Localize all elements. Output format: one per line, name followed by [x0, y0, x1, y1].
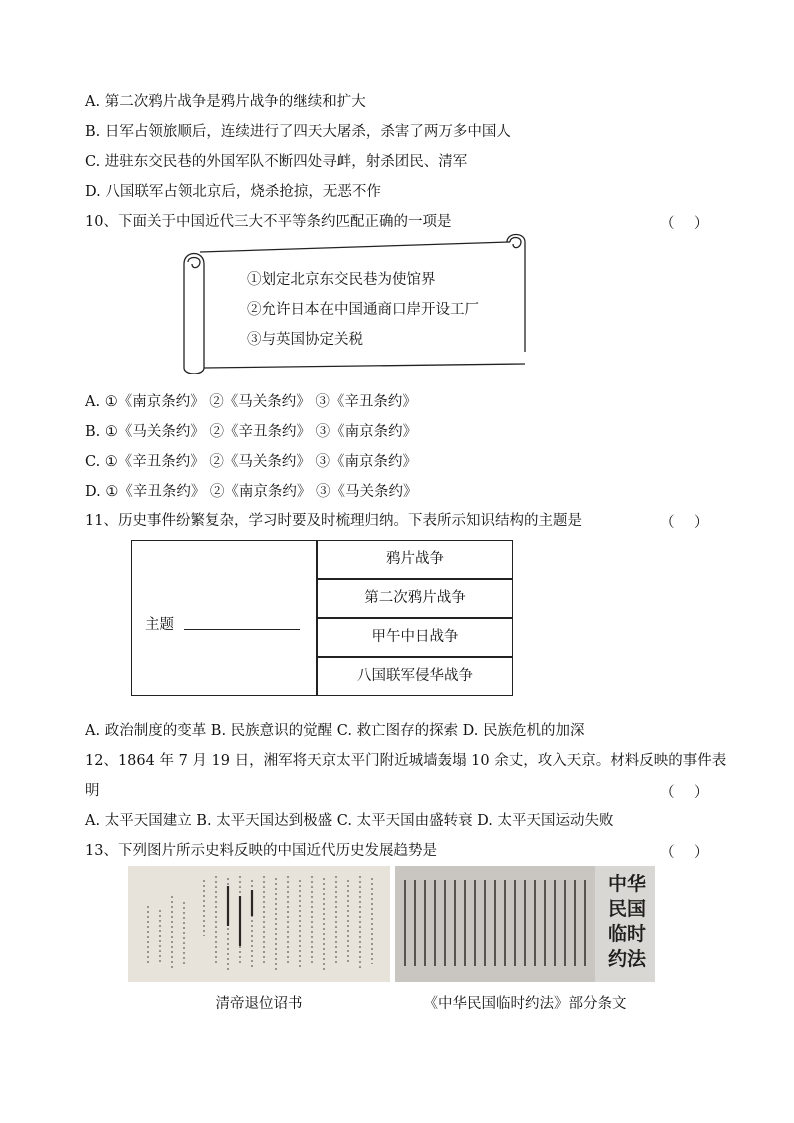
q10-option-a: A. ①《南京条约》 ②《马关条约》 ③《辛丑条约》: [85, 394, 417, 410]
q9-option-b: B. 日军占领旅顺后，连续进行了四天大屠杀，杀害了两万多中国人: [85, 124, 511, 140]
q12-answer-blank: （ ）: [660, 785, 709, 801]
topic-blank-line: [184, 629, 300, 630]
caption-provisional-constitution: 《中华民国临时约法》部分条文: [423, 996, 627, 1012]
q11-options: A. 政治制度的变革 B. 民族意识的觉醒 C. 救亡图存的探索 D. 民族危机的加深: [85, 723, 585, 739]
provisional-constitution-image: [395, 866, 655, 982]
caption-abdication-edict: 清帝退位诏书: [215, 996, 303, 1012]
topic-label: 主题: [145, 617, 174, 633]
q9-option-a: A. 第二次鸦片战争是鸦片战争的继续和扩大: [85, 94, 366, 110]
q13-stem: 13、下列图片所示史料反映的中国近代历史发展趋势是: [85, 843, 437, 859]
q12-stem-line2: 明: [85, 783, 100, 799]
constitution-title-text: 中华民国临时约法: [607, 873, 646, 970]
q10-answer-blank: （ ）: [660, 216, 709, 232]
q13-answer-blank: （ ）: [660, 845, 709, 861]
event-cell: 八国联军侵华战争: [317, 657, 513, 696]
q10-stem: 10、下面关于中国近代三大不平等条约匹配正确的一项是: [85, 214, 452, 230]
q11-answer-blank: （ ）: [660, 515, 709, 531]
q10-option-d: D. ①《辛丑条约》 ②《南京条约》 ③《马关条约》: [85, 484, 418, 500]
q12-stem-line1: 12、1864 年 7 月 19 日，湘军将天京太平门附近城墙轰塌 10 余丈，攻入天京。材料反映的事件表: [85, 753, 727, 769]
q12-options: A. 太平天国建立 B. 太平天国达到极盛 C. 太平天国由盛转衰 D. 太平天国运动失败: [85, 813, 614, 829]
topic-cell: [131, 540, 317, 696]
knowledge-structure-table: [131, 540, 512, 696]
event-cell: 甲午中日战争: [317, 618, 513, 657]
q11-stem: 11、历史事件纷繁复杂，学习时要及时梳理归纳。下表所示知识结构的主题是: [85, 513, 582, 529]
abdication-edict-image: [128, 866, 390, 982]
q10-option-c: C. ①《辛丑条约》 ②《马关条约》 ③《南京条约》: [85, 454, 418, 470]
scroll-item-1: ①划定北京东交民巷为使馆界: [247, 272, 436, 288]
event-cell: 第二次鸦片战争: [317, 579, 513, 618]
q10-option-b: B. ①《马关条约》 ②《辛丑条约》 ③《南京条约》: [85, 424, 418, 440]
scroll-item-3: ③与英国协定关税: [247, 332, 363, 348]
q9-option-c: C. 进驻东交民巷的外国军队不断四处寻衅，射杀团民、清军: [85, 154, 468, 170]
event-cell: 鸦片战争: [317, 540, 513, 579]
q9-option-d: D. 八国联军占领北京后，烧杀抢掠，无恶不作: [85, 184, 381, 200]
scroll-item-2: ②允许日本在中国通商口岸开设工厂: [247, 302, 479, 318]
